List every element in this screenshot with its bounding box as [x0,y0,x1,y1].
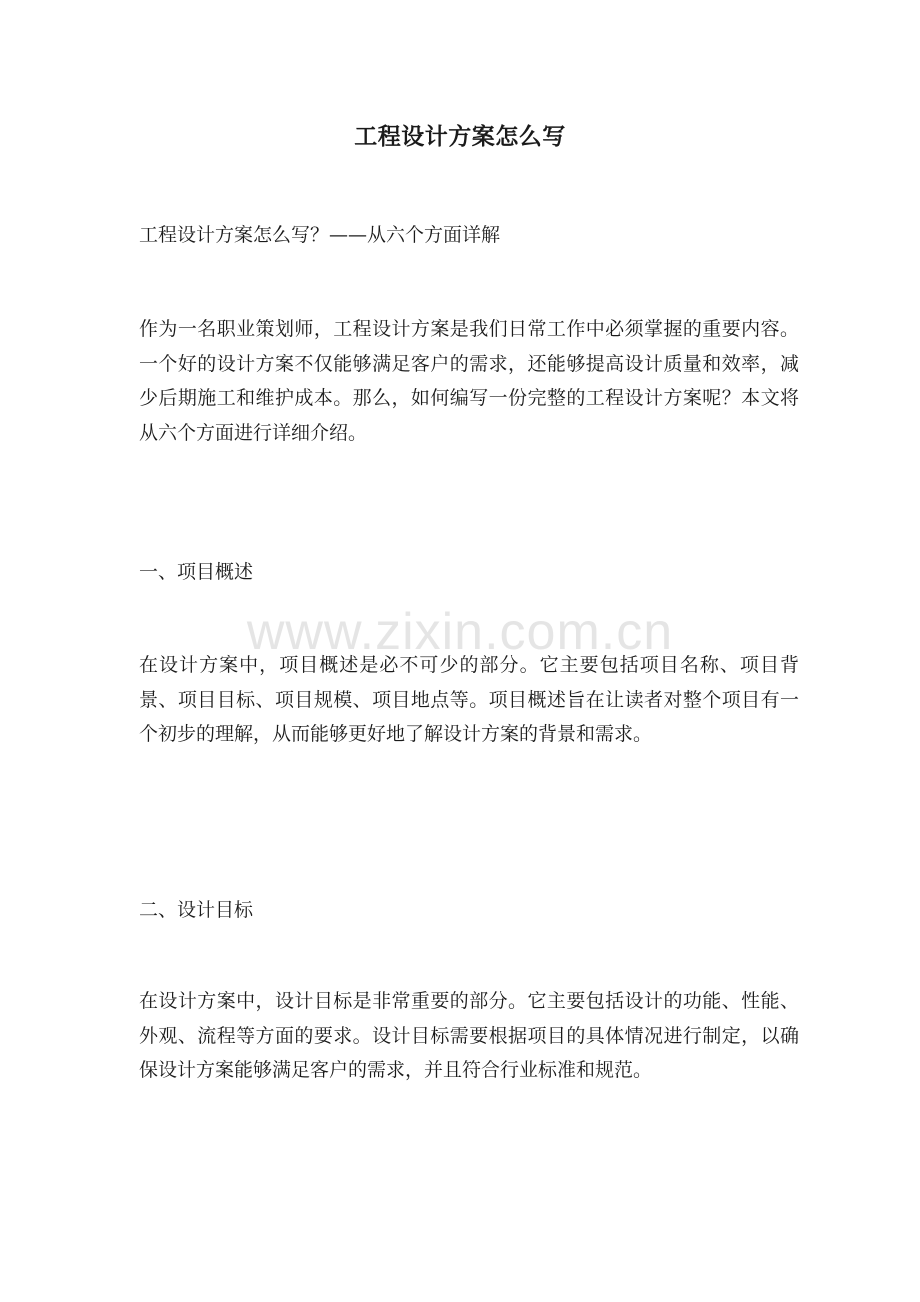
document-title: 工程设计方案怎么写 [354,123,566,150]
intro-paragraph: 作为一名职业策划师，工程设计方案是我们日常工作中必须掌握的重要内容。一个好的设计方案不仅能够满足客户的需求，还能够提高设计质量和效率，减少后期施工和维护成本。那么，如何编写一份完整的工程设计方案呢？本文将从六个方面进行详细介绍。 [139,318,799,444]
section-heading-design-goals: 二、设计目标 [139,899,254,921]
section-heading-overview: 一、项目概述 [139,561,254,583]
section-body-design-goals: 在设计方案中，设计目标是非常重要的部分。它主要包括设计的功能、性能、外观、流程等方面的要求。设计目标需要根据项目的具体情况进行制定，以确保设计方案能够满足客户的需求，并且符合行业标准和规范。 [139,990,799,1081]
section-body-overview: 在设计方案中，项目概述是必不可少的部分。它主要包括项目名称、项目背景、项目目标、项目规模、项目地点等。项目概述旨在让读者对整个项目有一个初步的理解，从而能够更好地了解设计方案的背景和需求。 [139,654,799,745]
document-subtitle: 工程设计方案怎么写？——从六个方面详解 [139,224,501,246]
watermark: www.zixin.com.cn [246,603,674,661]
